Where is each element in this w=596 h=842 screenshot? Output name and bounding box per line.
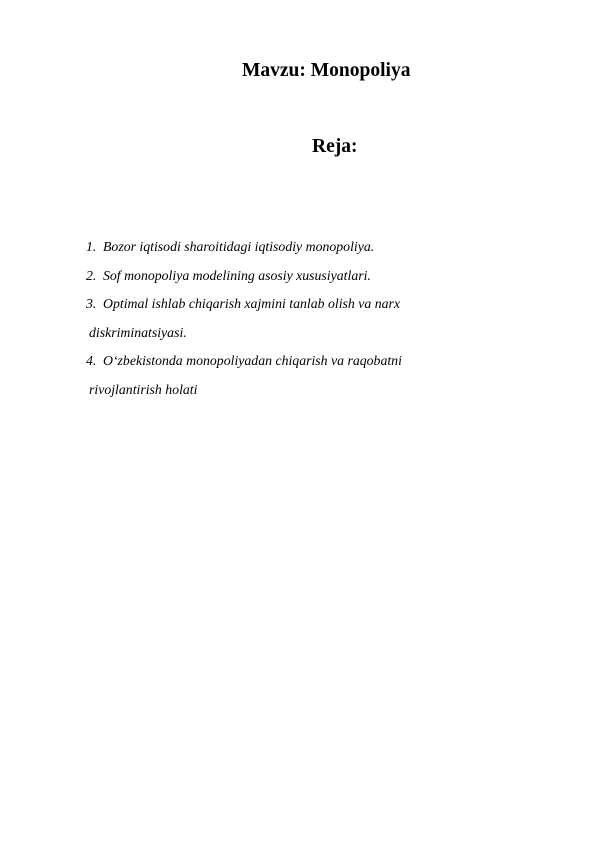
plan-item-text: Bozor iqtisodi sharoitidagi iqtisodiy monopoliya. (103, 239, 375, 254)
plan-item-4-continuation: rivojlantirish holati (89, 381, 198, 397)
plan-item-3-continuation: diskriminatsiyasi. (89, 324, 187, 340)
plan-item-4 (86, 347, 506, 376)
plan-item-number: 3. (86, 296, 97, 311)
plan-heading: Reja: (312, 136, 358, 157)
plan-item-2 (86, 262, 506, 291)
plan-item-1 (86, 233, 506, 262)
plan-item-number: 4. (86, 353, 97, 368)
plan-item-3 (86, 290, 506, 319)
plan-item-text: O‘zbekistonda monopoliyadan chiqarish va raqobatni (103, 353, 402, 368)
plan-item-text: Sof monopoliya modelining asosiy xususiyatlari. (103, 267, 371, 283)
plan-list (86, 233, 506, 404)
plan-item-text: Optimal ishlab chiqarish xajmini tanlab olish va narx (103, 296, 401, 311)
plan-item-number: 1. (86, 239, 97, 254)
plan-item-number: 2. (86, 267, 97, 283)
document-title: Mavzu: Monopoliya (242, 60, 411, 81)
